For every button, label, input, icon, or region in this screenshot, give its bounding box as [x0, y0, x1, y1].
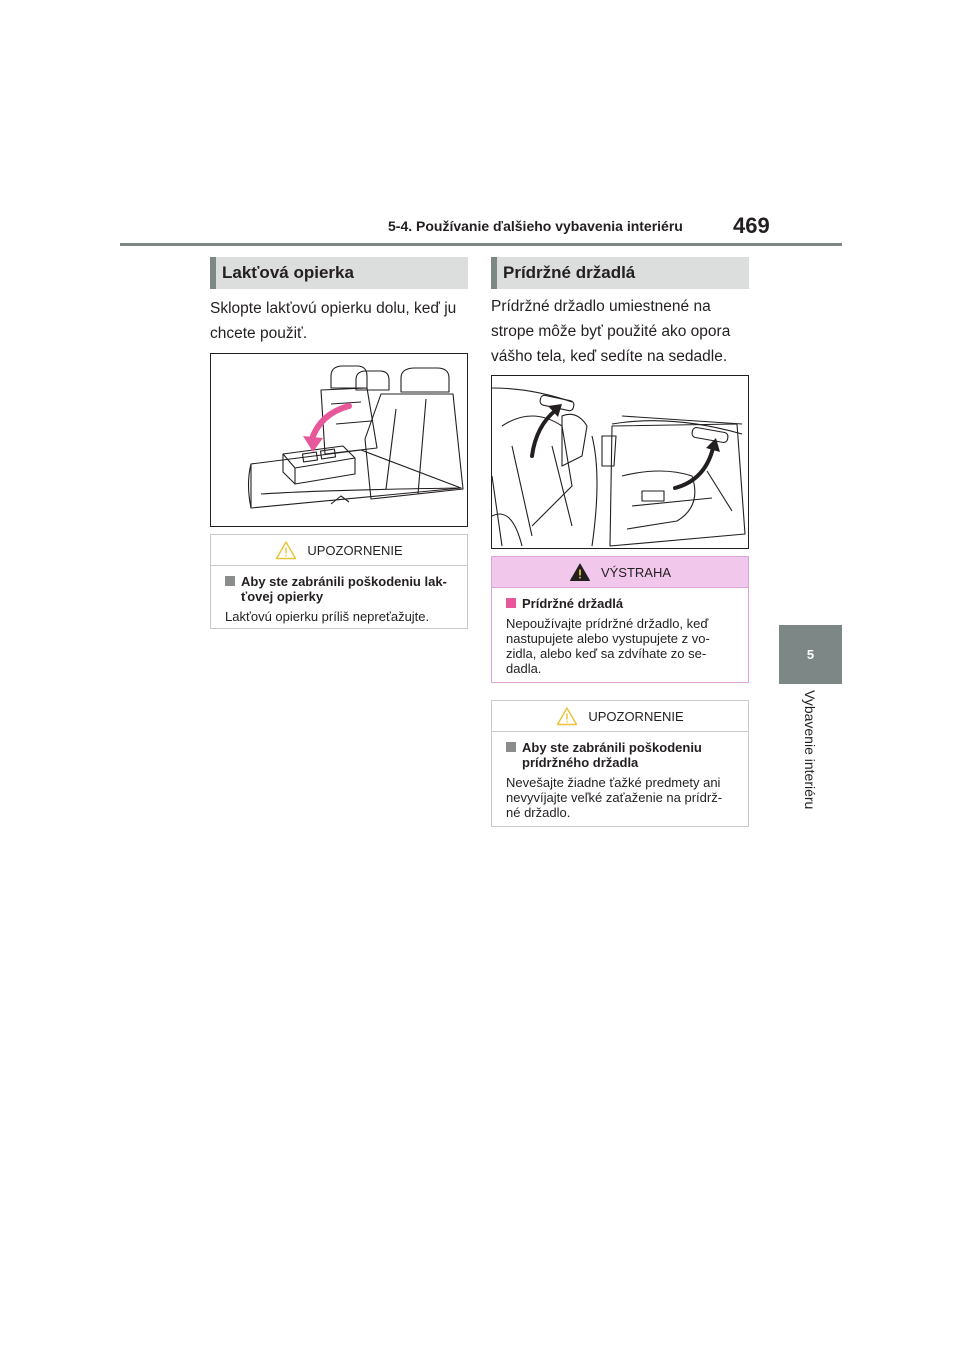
grab-handles-intro: [491, 294, 761, 369]
caution-item-body: [506, 775, 738, 820]
rear-seat-armrest-drawing: [211, 354, 467, 526]
caution-header: [492, 701, 748, 732]
interior-grab-handles-drawing: [492, 376, 748, 548]
grab-handles-intro-line: Prídržné držadlo umiestnené na: [491, 298, 711, 315]
caution-label: UPOZORNENIE: [588, 708, 684, 724]
armrest-intro-line: chcete použiť.: [210, 325, 308, 342]
warning-body-line: nastupujete alebo vystupujete z vo-: [506, 631, 710, 646]
grab-handles-intro-line: strope môže byť použité ako opora: [491, 323, 731, 340]
warning-item-title: Prídržné držadlá: [506, 596, 738, 611]
grab-handles-intro-line: vášho tela, keď sedíte na sedadle.: [491, 348, 728, 365]
caution-item-title-line: Aby ste zabránili poškodeniu lak-: [241, 574, 447, 589]
caution-item-title-line: ťovej opierky: [241, 589, 324, 604]
armrest-intro: [210, 296, 470, 346]
warning-triangle-outline-icon: [556, 706, 578, 726]
chapter-side-label: Vybavenie interiéru: [802, 690, 818, 810]
caution-box-armrest: [210, 534, 468, 629]
warning-body-line: zidla, alebo keď sa zdvíhate zo se-: [506, 646, 707, 661]
warning-label: VÝSTRAHA: [600, 564, 672, 580]
caution-item: [211, 566, 467, 624]
caution-item: [492, 732, 748, 820]
caution-item-title-line: prídržného držadla: [522, 755, 639, 770]
bullet-square-icon: [506, 742, 516, 752]
caution-label: UPOZORNENIE: [307, 542, 403, 558]
caution-item-body: Lakťovú opierku príliš nepreťažujte.: [225, 609, 430, 624]
caution-box-grab-handles: [491, 700, 749, 827]
warning-header: [492, 557, 748, 588]
chapter-tab: [779, 625, 842, 684]
caution-item-title: [225, 574, 457, 604]
caution-header: [211, 535, 467, 566]
caution-item-title: [506, 740, 738, 770]
running-header-title: 5-4. Používanie ďalšieho vybavenia interiéru: [388, 218, 683, 234]
armrest-intro-line: Sklopte lakťovú opierku dolu, keď ju: [210, 300, 457, 317]
warning-triangle-outline-icon: [275, 540, 297, 560]
section-heading-armrest: Lakťová opierka: [210, 257, 468, 289]
section-heading-grab-handles: Prídržné držadlá: [491, 257, 749, 289]
bullet-square-icon: [506, 598, 516, 608]
caution-body-line: nevyvíjajte veľké zaťaženie na prídrž-: [506, 790, 723, 805]
warning-triangle-filled-icon: [569, 562, 591, 582]
header-rule: [120, 243, 842, 246]
page-number: 469: [733, 213, 770, 238]
caution-item-title-line: Aby ste zabránili poškodeniu: [522, 740, 702, 755]
warning-body-line: Nepoužívajte prídržné držadlo, keď: [506, 616, 709, 631]
warning-box-grab-handles: [491, 556, 749, 683]
caution-body-line: né držadlo.: [506, 805, 571, 820]
warning-item-body: [506, 616, 738, 676]
caution-body-line: Nevešajte žiadne ťažké predmety ani: [506, 775, 721, 790]
chapter-number: 5: [806, 647, 815, 662]
armrest-illustration: [210, 353, 468, 527]
warning-item: [492, 588, 748, 676]
grab-handles-illustration: [491, 375, 749, 549]
warning-body-line: dadla.: [506, 661, 542, 676]
bullet-square-icon: [225, 576, 235, 586]
